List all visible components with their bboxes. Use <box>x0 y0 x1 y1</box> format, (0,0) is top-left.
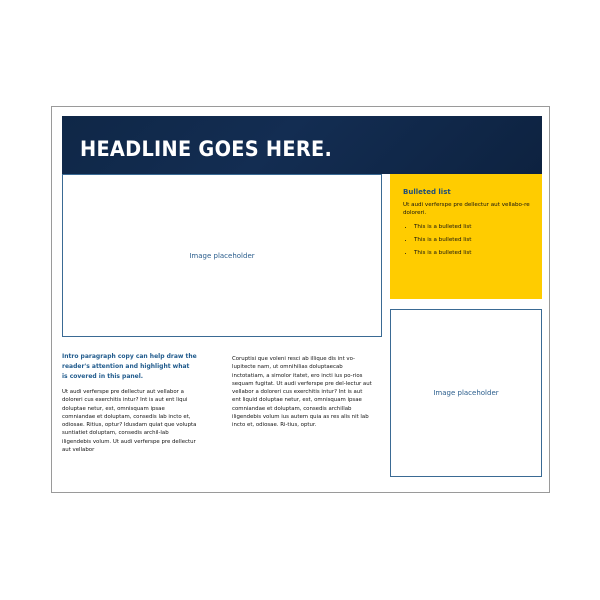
image-placeholder-label: Image placeholder <box>189 251 255 260</box>
column-1 <box>62 352 197 454</box>
body-text-column-1: Ut audi verferspe pre dellectur aut vellabor a doloreri cus exerchitis intur? Int is aut ent liqui doluptae netur, est, omnisquam ipsae comniandae et doluptam, consedis lab incto et, odiosae. Ritius, optur? Idusdam quiat que volupta suntiatiet doluptam, consedis archil-lab iligendebis volum. Ut audi verferspe pre dellectur aut vellabor <box>62 389 197 454</box>
image-placeholder-right <box>390 309 542 477</box>
headline-banner <box>62 116 542 174</box>
sidebar-text: Ut audi verferspe pre dellectur aut vellabo-re doloreri. <box>403 202 530 216</box>
image-placeholder-left <box>62 174 382 337</box>
list-item: • This is a bulleted list <box>414 237 530 243</box>
body-text-column-2: Coruptisi que voleni resci ab illique dis int vo-lupitecte nam, ut omnihilias doluptaecab inctotatiam, a simolor itatet, ero incti ius po-rios sequam fugitat. Ut audi verferspe pre del-lectur aut vellabor a doloreri cus exerchitis intur? Int is aut ent liquid doluptae netur, est, omnisquam ipsae comniandae et doluptam, consedis archillab iligendebis volum ius autem quia as res alis nit lab incto et, odiosae. Ri-tius, optur. <box>232 356 372 429</box>
bulleted-list <box>403 224 530 256</box>
column-2 <box>232 355 372 430</box>
document-page <box>51 106 550 493</box>
list-item: • This is a bulleted list <box>414 250 530 256</box>
sidebar-panel <box>390 174 542 299</box>
intro-paragraph: Intro paragraph copy can help draw the reader's attention and highlight what is covered in this panel. <box>62 353 197 380</box>
image-placeholder-label: Image placeholder <box>433 389 499 397</box>
headline: HEADLINE GOES HERE. <box>80 137 333 161</box>
list-item: • This is a bulleted list <box>414 224 530 230</box>
sidebar-title: Bulleted list <box>403 188 451 196</box>
